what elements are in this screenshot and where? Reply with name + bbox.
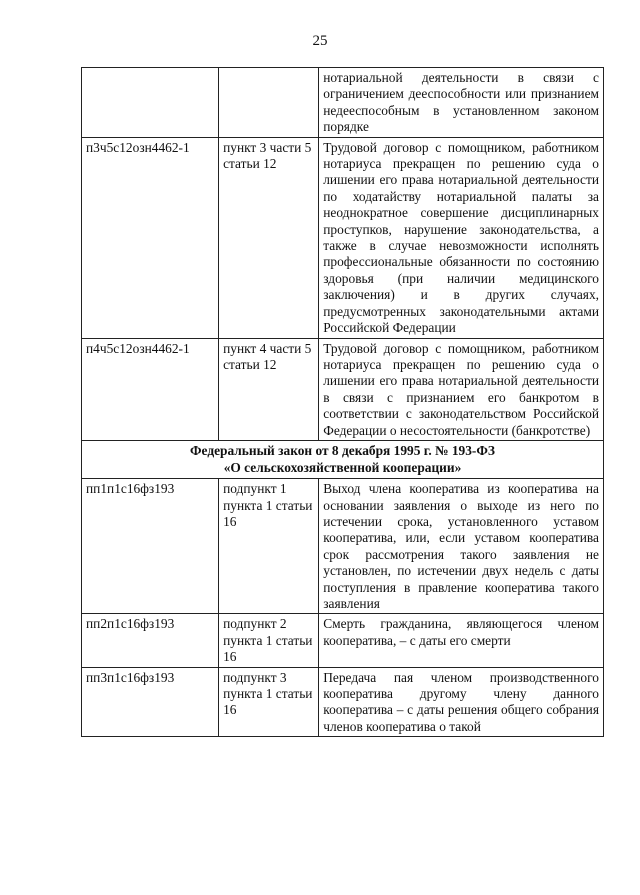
code-cell: [82, 68, 219, 138]
description-cell: нотариальной деятельности в связи с ограничением дееспособности или признанием недееспособным в установленном законом порядке: [319, 68, 604, 138]
section-header: [82, 440, 604, 478]
reference-cell: пункт 3 части 5 статьи 12: [219, 137, 319, 338]
table-row: [82, 338, 604, 440]
reference-cell: подпункт 3 пункта 1 статьи 16: [219, 667, 319, 737]
description-cell: Смерть гражданина, являющегося членом кооператива, – с даты его смерти: [319, 614, 604, 667]
reference-cell: подпункт 1 пункта 1 статьи 16: [219, 479, 319, 614]
page-number: 25: [312, 33, 328, 49]
reference-cell: пункт 4 части 5 статьи 12: [219, 338, 319, 440]
reference-cell: подпункт 2 пункта 1 статьи 16: [219, 614, 319, 667]
description-cell: Трудовой договор с помощником, работником нотариуса прекращен по решению суда о лишении его права нотариальной деятельности в связи с признанием его банкротом в соответствии с законодательством Российской Федерации о несостоятельности (банкротстве): [319, 338, 604, 440]
code-cell: п4ч5с12озн4462-1: [82, 338, 219, 440]
table-row: [82, 667, 604, 737]
section-header-row: [82, 440, 604, 478]
code-cell: пп3п1с16фз193: [82, 667, 219, 737]
section-title-line2: «О сельскохозяйственной кооперации»: [223, 459, 462, 475]
section-title-line1: Федеральный закон от 8 декабря 1995 г. № 193-ФЗ: [190, 442, 495, 458]
description-cell: Трудовой договор с помощником, работником нотариуса прекращен по решению суда о лишении его права нотариальной деятельности по ходатайству нотариальной палаты за неоднократное совершение дисциплинарных проступков, нарушение законодательства, а также в случае невозможности исполнять профессиональные обязанности по состоянию здоровья (при наличии медицинского заключения) и в других случаях, предусмотренных законодательными актами Российской Федерации: [319, 137, 604, 338]
reference-cell: [219, 68, 319, 138]
registry-table: [81, 67, 604, 737]
code-cell: п3ч5с12озн4462-1: [82, 137, 219, 338]
code-cell: пп1п1с16фз193: [82, 479, 219, 614]
table-row: [82, 137, 604, 338]
description-cell: Выход члена кооператива из кооператива на основании заявления о выходе из него по истечении срока, установленного уставом кооператива, или, если уставом кооператива срок рассмотрения такого заявления не установлен, по истечении двух недель с даты поступления в правление кооператива такого заявления: [319, 479, 604, 614]
description-cell: Передача пая членом производственного кооператива другому члену данного кооператива – с даты решения общего собрания членов кооператива о такой: [319, 667, 604, 737]
table-row: [82, 68, 604, 138]
table-row: [82, 614, 604, 667]
table-row: [82, 479, 604, 614]
code-cell: пп2п1с16фз193: [82, 614, 219, 667]
